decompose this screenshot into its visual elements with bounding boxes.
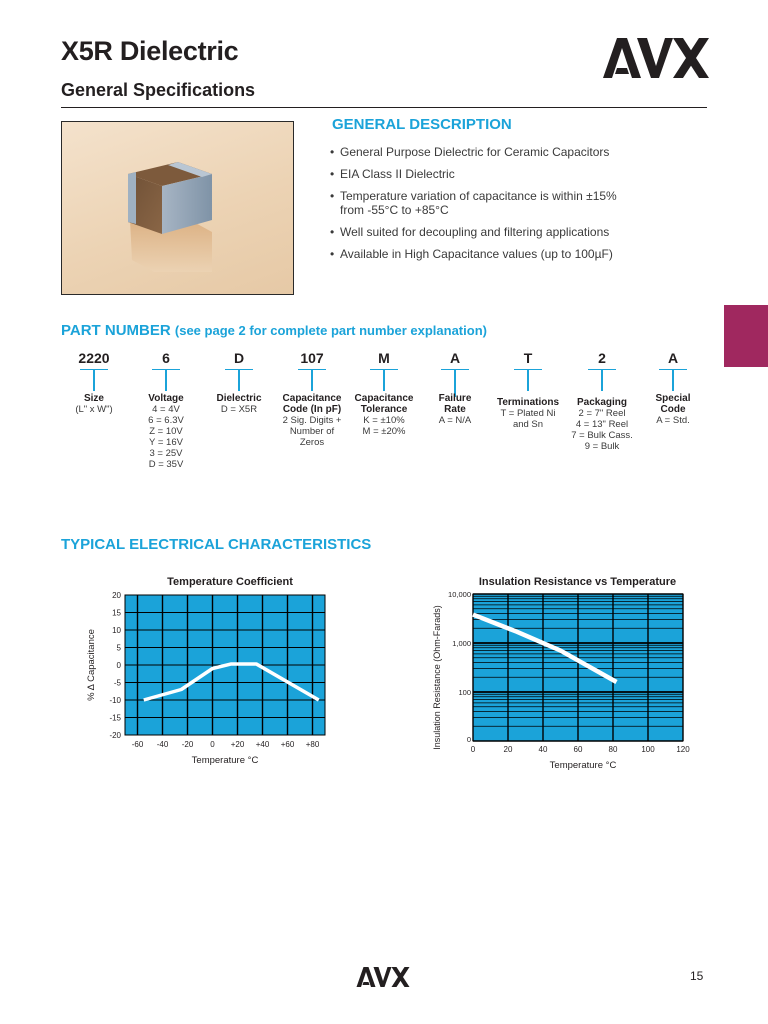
y-tick-label: -15: [109, 713, 121, 723]
part-field-option: K = ±10%: [363, 415, 405, 426]
part-field-option: 7 = Bulk Cass.: [571, 430, 633, 441]
insulation-resistance-chart: [425, 586, 695, 776]
x-tick-label: 40: [538, 745, 548, 754]
list-item-text: General Purpose Dielectric for Ceramic Capacitors: [340, 145, 610, 159]
code-connector: [311, 369, 313, 391]
list-item-text: Available in High Capacitance values (up to 100µF): [340, 247, 613, 261]
part-field-option: Zeros: [299, 437, 325, 448]
part-field-option: (L" x W"): [75, 404, 113, 415]
x-tick-label: 80: [608, 745, 618, 754]
y-tick-label: -10: [109, 696, 121, 705]
list-item: [330, 225, 690, 239]
list-item-text: EIA Class II Dielectric: [340, 167, 455, 181]
part-field-option: A = Std.: [656, 415, 690, 426]
avx-logo: [603, 36, 709, 80]
y-tick-label: -5: [113, 678, 121, 688]
x-axis-label: Temperature °C: [549, 760, 617, 771]
header-divider: [61, 107, 707, 108]
electrical-title: TYPICAL ELECTRICAL CHARACTERISTICS: [61, 536, 372, 553]
part-field-name: Special: [655, 393, 691, 404]
general-description-title: GENERAL DESCRIPTION: [332, 116, 512, 133]
page-subtitle: General Specifications: [61, 80, 256, 100]
part-field-name-line2: Rate: [444, 404, 466, 415]
part-field-name: Capacitance: [354, 393, 414, 404]
list-item: [330, 167, 690, 181]
x-tick-label: +60: [280, 740, 295, 749]
footer-avx-logo-letters: [357, 967, 410, 987]
part-field-name-line2: Code: [660, 404, 686, 415]
part-field-option: and Sn: [512, 419, 544, 430]
avx-logo-letters: [603, 38, 709, 78]
x-tick-label: +80: [305, 740, 320, 749]
part-field-option: D = 35V: [148, 459, 184, 470]
y-tick-label: 100: [458, 688, 471, 697]
part-field-option: D = X5R: [220, 404, 258, 415]
part-field-option: 2 = 7" Reel: [578, 408, 626, 419]
y-axis-label: % Δ Capacitance: [86, 629, 97, 701]
x-tick-label: +40: [255, 740, 270, 749]
part-code: A: [449, 350, 461, 366]
code-connector: [527, 369, 529, 391]
part-code: D: [233, 350, 245, 366]
y-tick-label: 10,000: [448, 590, 471, 599]
part-code: 2: [598, 350, 606, 366]
code-connector: [238, 369, 240, 391]
part-field: [486, 397, 570, 430]
y-tick-label: 0: [116, 661, 121, 670]
part-field-option: 4 = 4V: [152, 404, 180, 415]
x-tick-label: 0: [210, 740, 215, 749]
part-field-name: Terminations: [496, 397, 560, 408]
x-tick-label: -40: [156, 740, 169, 749]
x-tick-label: 20: [503, 745, 513, 754]
part-field-name-line2: Tolerance: [360, 404, 408, 415]
part-field-option: 6 = 6.3V: [148, 415, 184, 426]
list-item-text-continued: from -55°C to +85°C: [340, 203, 449, 217]
code-connector: [165, 369, 167, 391]
part-field-name: Failure: [438, 393, 472, 404]
part-number-title: [61, 322, 487, 339]
list-item-text: Temperature variation of capacitance is within ±15%: [340, 189, 617, 203]
part-code: 6: [162, 350, 170, 366]
part-number-heading: PART NUMBER: [61, 322, 171, 339]
part-code: 107: [300, 350, 324, 366]
part-field-name: Capacitance: [282, 393, 342, 404]
part-field-option: A = N/A: [438, 415, 472, 426]
y-tick-label: 0: [466, 735, 471, 744]
chart2-title: Insulation Resistance vs Temperature: [478, 576, 677, 588]
part-field-option: Y = 16V: [149, 437, 183, 448]
part-code: M: [378, 350, 390, 366]
part-field-name-line2: Code (In pF): [282, 404, 342, 415]
x-tick-label: +20: [230, 740, 245, 749]
y-tick-label: 15: [112, 608, 121, 618]
list-item-text: Well suited for decoupling and filtering applications: [340, 225, 610, 239]
y-tick-label: 1,000: [452, 639, 471, 648]
list-item: [330, 247, 690, 261]
part-field-name: Voltage: [148, 393, 184, 404]
y-axis-label: Insulation Resistance (Ohm-Farads): [432, 605, 442, 750]
x-tick-label: 0: [470, 745, 476, 754]
part-code: T: [523, 350, 533, 366]
x-tick-label: 60: [573, 745, 583, 754]
x-tick-label: -60: [131, 740, 144, 749]
list-item: [330, 189, 690, 217]
code-connector: [383, 369, 385, 391]
part-field-option: Z = 10V: [149, 426, 183, 437]
page-number: 15: [690, 969, 704, 983]
y-tick-label: 10: [112, 626, 121, 635]
part-number-subheading: (see page 2 for complete part number explanation): [174, 323, 487, 338]
part-code: A: [667, 350, 679, 366]
y-tick-label: -20: [109, 731, 121, 740]
part-field: [631, 393, 715, 426]
x-tick-label: 100: [641, 745, 655, 754]
part-field-name: Size: [83, 393, 104, 404]
code-connector: [601, 369, 603, 391]
code-connector: [93, 369, 95, 391]
part-field-option: 2 Sig. Digits +: [282, 415, 342, 426]
x-tick-label: 120: [676, 745, 690, 754]
y-tick-label: 5: [116, 643, 121, 653]
part-field-option: T = Plated Ni: [500, 408, 556, 419]
part-field: [413, 393, 497, 426]
part-field-option: 4 = 13" Reel: [575, 419, 629, 430]
part-field-option: Number of: [289, 426, 335, 437]
part-field: [197, 393, 281, 415]
section-side-tab: [724, 305, 768, 367]
part-field: [124, 393, 208, 470]
footer-avx-logo: [349, 966, 417, 988]
part-code: 2220: [78, 350, 110, 366]
capacitor-photo: [61, 121, 294, 295]
x-axis-label: Temperature °C: [191, 755, 259, 766]
general-description-list: [330, 145, 690, 269]
temperature-coefficient-chart: [70, 588, 340, 778]
page-title: X5R Dielectric: [61, 36, 239, 66]
x-tick-label: -20: [181, 740, 194, 749]
list-item: [330, 145, 690, 159]
chart1-title: Temperature Coefficient: [167, 576, 293, 588]
y-tick-label: 20: [112, 591, 121, 600]
part-field-name: Packaging: [576, 397, 628, 408]
part-field-option: M = ±20%: [362, 426, 406, 437]
code-connector: [672, 369, 674, 391]
capacitor-illustration: [62, 122, 293, 294]
part-field-name: Dielectric: [216, 393, 262, 404]
part-field-option: 3 = 25V: [149, 448, 183, 459]
part-field-option: 9 = Bulk: [584, 441, 620, 452]
